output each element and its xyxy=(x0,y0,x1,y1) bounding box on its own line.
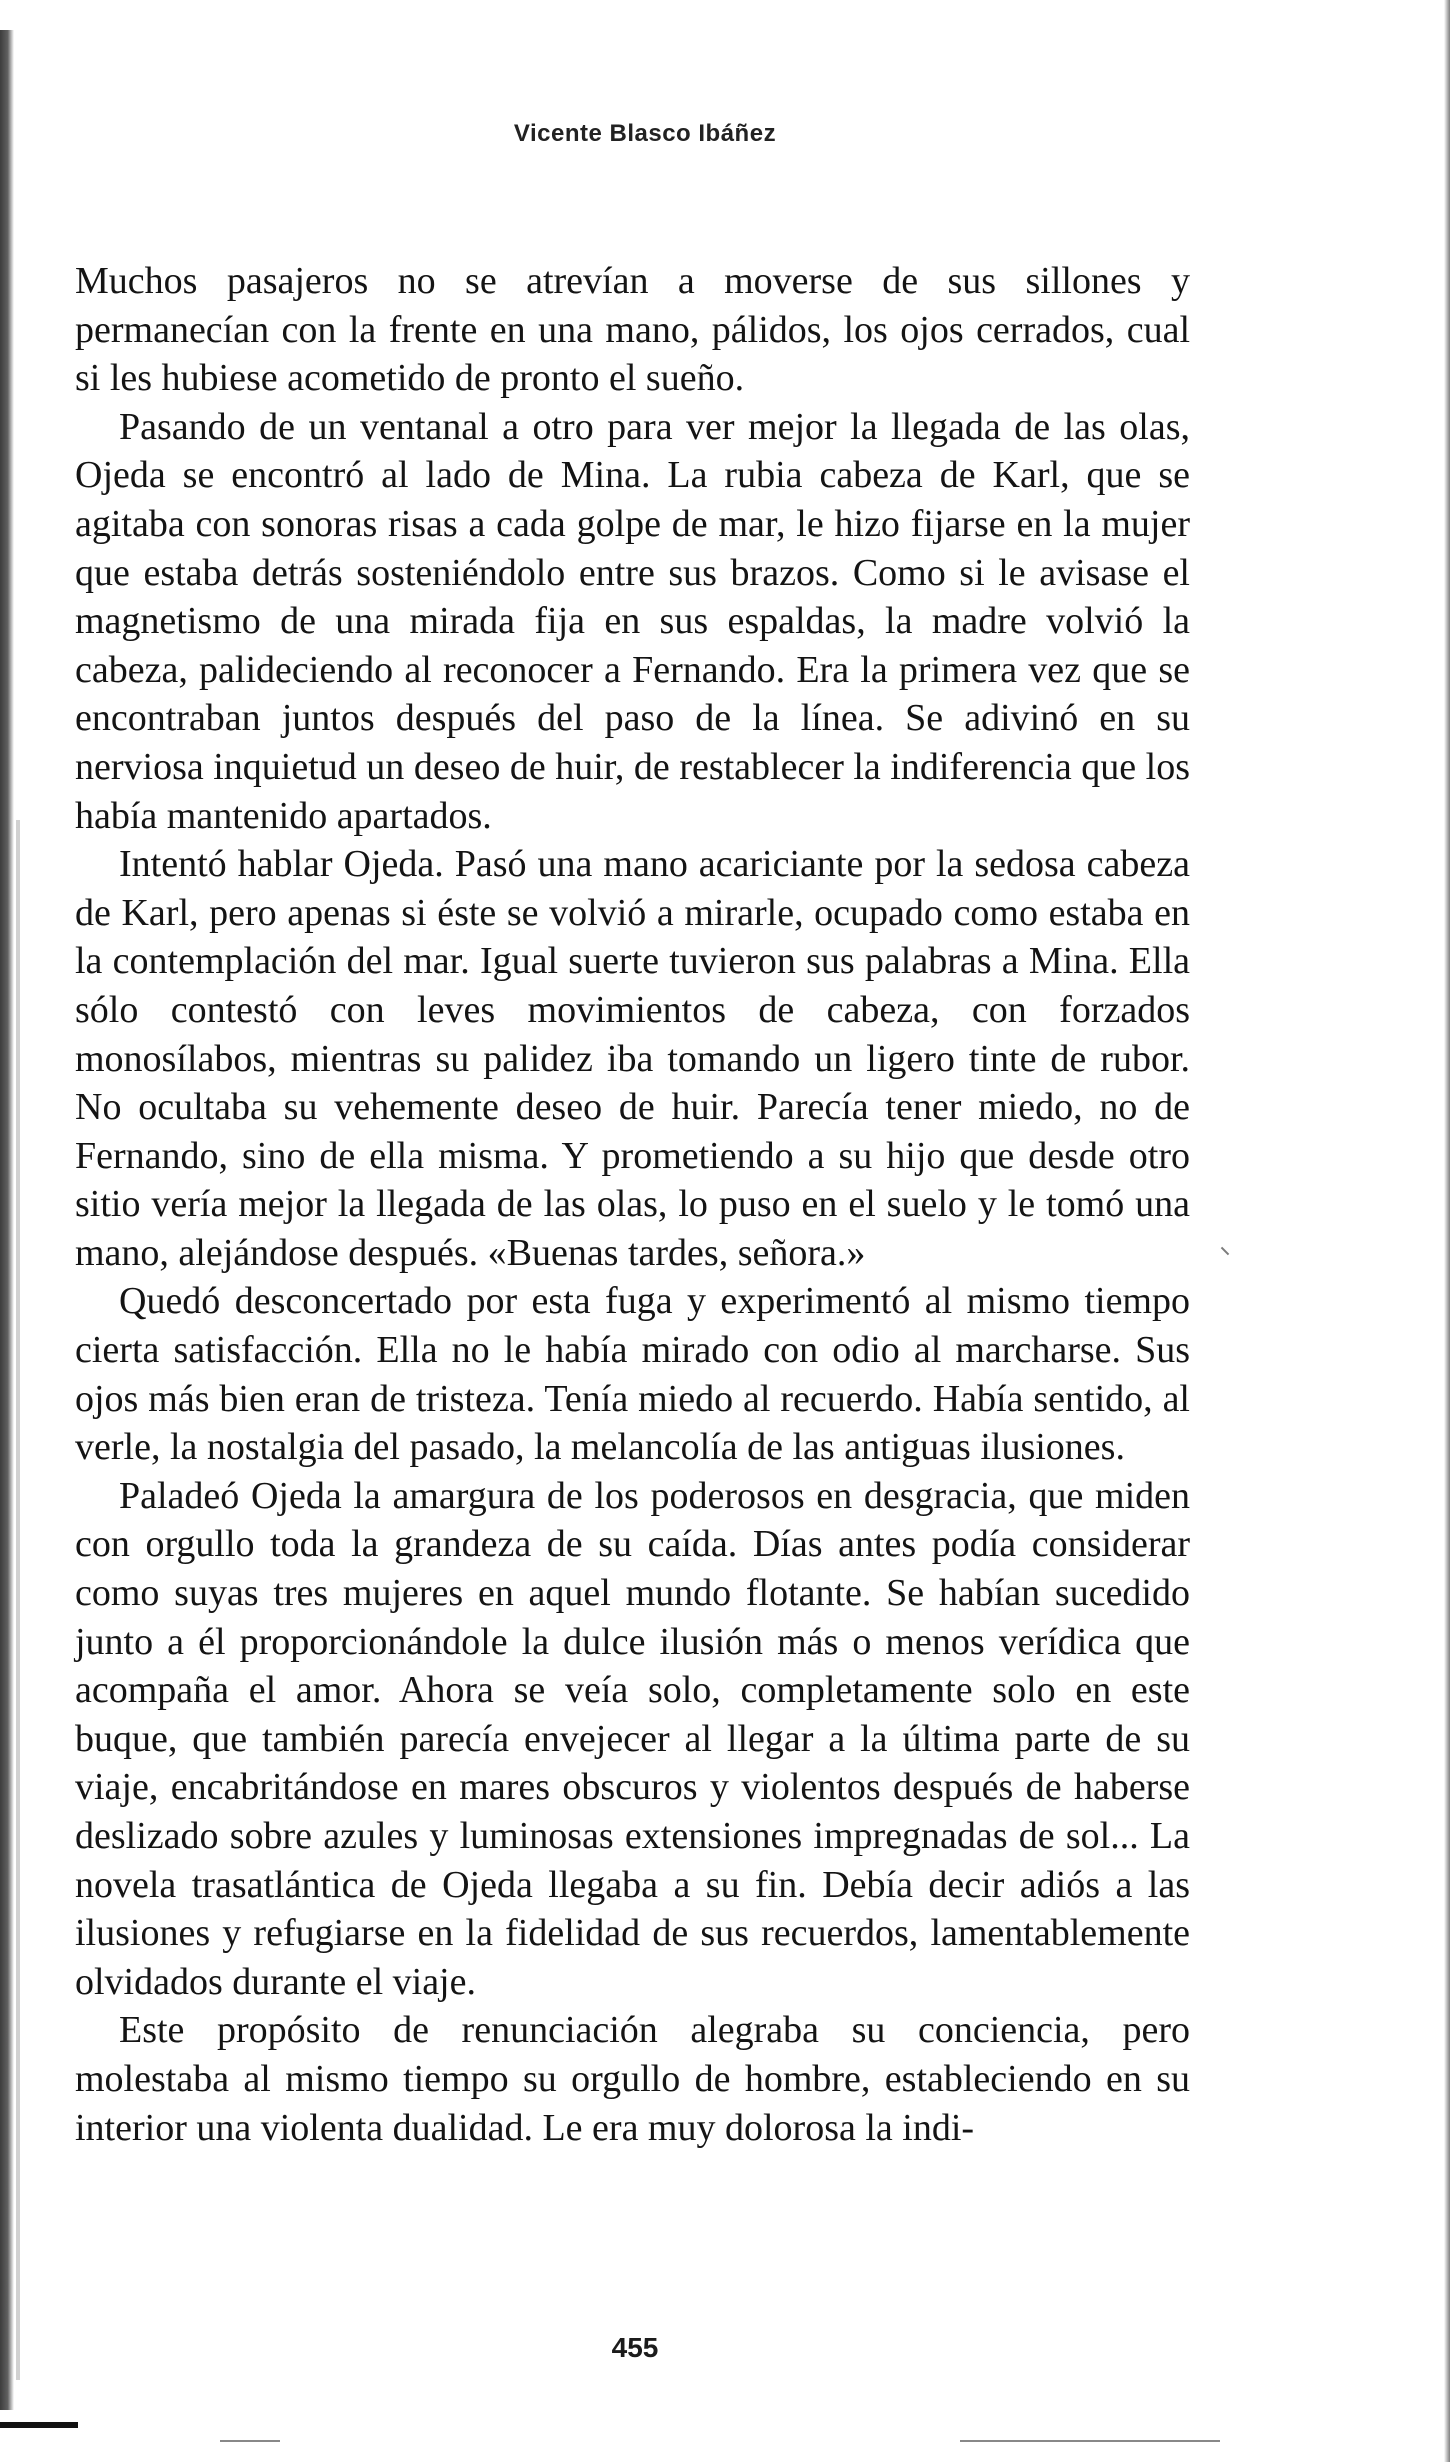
page-number: 455 xyxy=(611,2332,659,2363)
scan-speck xyxy=(1221,1247,1229,1255)
paragraph: Intentó hablar Ojeda. Pasó una mano acariciante por la sedosa cabeza de Karl, pero apenas si éste se volvió a mirarle, ocupado como estaba en la contemplación del mar. Igual suerte tuvieron sus palabras a Mina. Ella sólo contestó con leves movimientos de cabeza, con forzados monosílabos, mientras su palidez iba tomando un ligero tinte de rubor. No ocultaba su vehemente deseo de huir. Parecía tener miedo, no de Fernando, sino de ella misma. Y prometiendo a su hijo que desde otro sitio vería mejor la llegada de las olas, lo puso en el suelo y le tomó una mano, alejándose después. «Buenas tardes, señora.» xyxy=(75,843,1190,1274)
scan-shadow-left xyxy=(0,30,14,2410)
body-text xyxy=(75,257,1190,2152)
scan-shadow-left-inner xyxy=(16,820,20,2380)
paragraph: Muchos pasajeros no se atrevían a moverse de sus sillones y permanecían con la frente en una mano, pálidos, los ojos cerrados, cual si les hubiese acometido de pronto el sueño. xyxy=(75,260,1190,400)
scan-footer-rule-right xyxy=(960,2440,1220,2442)
running-head: Vicente Blasco Ibáñez xyxy=(513,120,777,147)
paragraph: Paladeó Ojeda la amargura de los poderosos en desgracia, que miden con orgullo toda la grandeza de su caída. Días antes podía considerar como suyas tres mujeres en aquel mundo flotante. Se habían sucedido junto a él proporcionándole la dulce ilusión más o menos verídica que acompaña el amor. Ahora se veía solo, completamente solo en este buque, que también parecía envejecer al llegar a la última parte de su viaje, encabritándose en mares obscuros y violentos después de haberse deslizado sobre azules y luminosas extensiones impregnadas de sol... La novela trasatlántica de Ojeda llegaba a su fin. Debía decir adiós a las ilusiones y refugiarse en la fidelidad de sus recuerdos, lamentablemente olvidados durante el viaje. xyxy=(75,1474,1190,2003)
paragraph: Quedó desconcertado por esta fuga y experimentó al mismo tiempo cierta satisfacción. Ella no le había mirado con odio al marcharse. Sus ojos más bien eran de tristeza. Tenía miedo al recuerdo. Había sentido, al verle, la nostalgia del pasado, la melancolía de las antiguas ilusiones. xyxy=(75,1280,1190,1469)
scan-shadow-right xyxy=(1444,0,1450,2462)
scan-footer-rule-left xyxy=(220,2440,280,2442)
scan-corner-mark xyxy=(0,2422,78,2428)
paragraph: Pasando de un ventanal a otro para ver mejor la llegada de las olas, Ojeda se encontró al lado de Mina. La rubia cabeza de Karl, que se agitaba con sonoras risas a cada golpe de mar, le hizo fijarse en la mujer que estaba detrás sosteniéndolo entre sus brazos. Como si le avisase el magnetismo de una mirada fija en sus espaldas, la madre volvió la cabeza, palideciendo al reconocer a Fernando. Era la primera vez que se encontraban juntos después del paso de la línea. Se adivinó en su nerviosa inquietud un deseo de huir, de restablecer la indiferencia que los había mantenido apartados. xyxy=(75,405,1190,837)
paragraph: Este propósito de renunciación alegraba su conciencia, pero molestaba al mismo tiempo su orgullo de hombre, estableciendo en su interior una violenta dualidad. Le era muy dolorosa la indi- xyxy=(75,2009,1190,2149)
